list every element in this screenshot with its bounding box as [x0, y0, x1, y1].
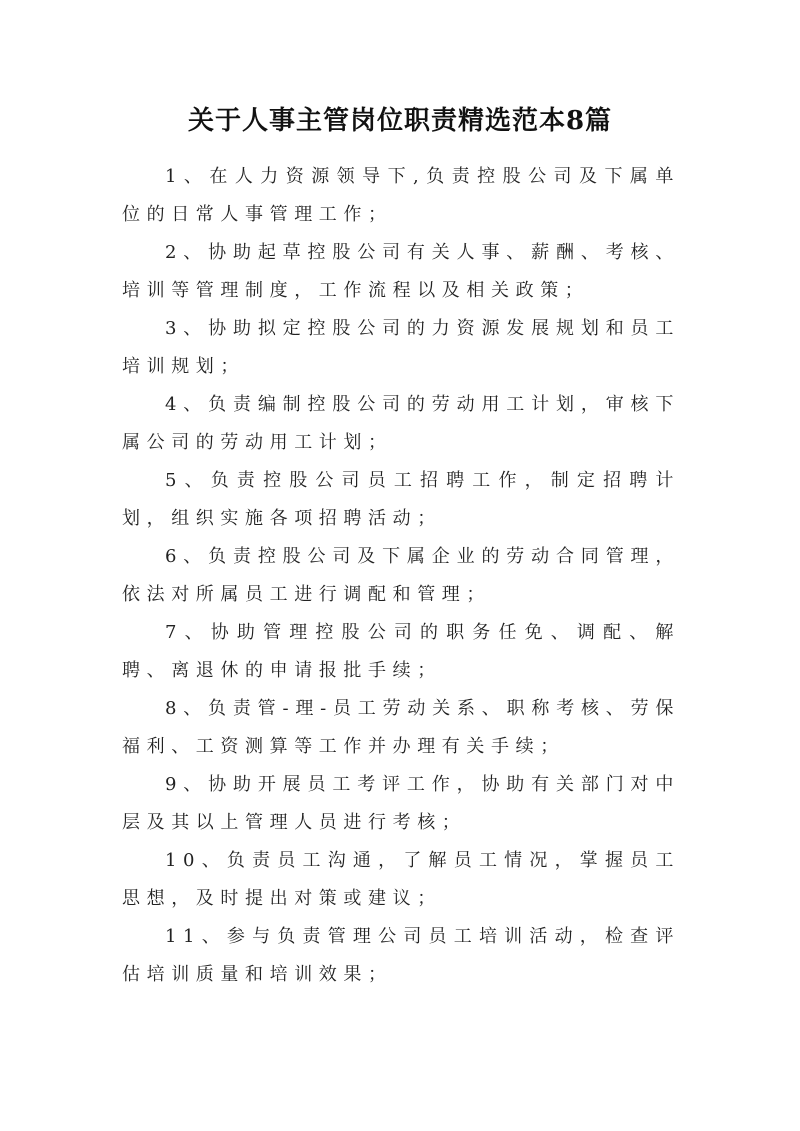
document-title: 关于人事主管岗位职责精选范本8篇 [187, 106, 613, 136]
paragraph: 7、协助管理控股公司的职务任免、调配、解聘、离退休的申请报批手续； [122, 622, 680, 681]
paragraph: 10、负责员工沟通，了解员工情况，掌握员工思想，及时提出对策或建议； [122, 850, 680, 909]
document-body [122, 158, 680, 994]
paragraph: 4、负责编制控股公司的劳动用工计划，审核下属公司的劳动用工计划； [122, 394, 680, 453]
paragraph: 8、负责管-理-员工劳动关系、职称考核、劳保福利、工资测算等工作并办理有关手续； [122, 698, 680, 757]
paragraph: 3、协助拟定控股公司的力资源发展规划和员工培训规划； [122, 318, 680, 377]
paragraph: 6、负责控股公司及下属企业的劳动合同管理，依法对所属员工进行调配和管理； [122, 546, 680, 605]
paragraph: 9、协助开展员工考评工作，协助有关部门对中层及其以上管理人员进行考核； [122, 774, 680, 833]
paragraph: 11、参与负责管理公司员工培训活动，检查评估培训质量和培训效果； [122, 926, 680, 985]
paragraph: 2、协助起草控股公司有关人事、薪酬、考核、培训等管理制度，工作流程以及相关政策； [122, 242, 680, 301]
paragraph: 5、负责控股公司员工招聘工作，制定招聘计划，组织实施各项招聘活动； [122, 470, 680, 529]
paragraph: 1、在人力资源领导下,负责控股公司及下属单位的日常人事管理工作； [122, 166, 680, 225]
